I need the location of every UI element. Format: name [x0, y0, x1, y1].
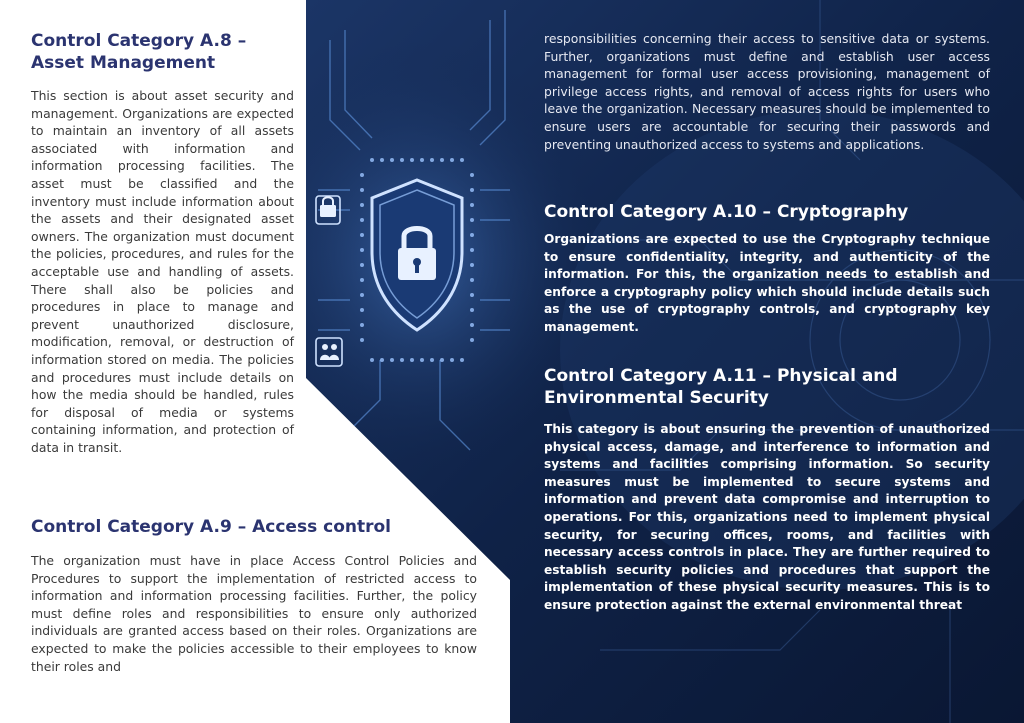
section-a9-title: Control Category A.9 – Access control	[31, 517, 391, 537]
section-a10-body: Organizations are expected to use the Cryptography technique to ensure confidentiality, integrity, and authenticity of the information. For this, the organization needs to establish and enforce a cryptography policy which should include details such as the use of cryptography controls, and cryptography key management.	[544, 232, 990, 334]
section-a8-title: Control Category A.8 – Asset Management	[31, 31, 247, 73]
section-a9-body: The organization must have in place Access Control Policies and Procedures to support the implementation of restricted access to information and information processing facilities. Further, the policy must define roles and responsibilities to ensure only authorized individuals are granted access based on their roles. Organizations are expected to make the policies accessible to their employees to know their roles and	[31, 553, 477, 674]
section-a9-continued-body: responsibilities concerning their access to sensitive data or systems. Further, organizations must define and establish user access management for formal user access provisioning, management of privilege access rights, and removal of access rights for users who leave the organization. Necessary measures should be implemented to ensure users are accountable for securing their passwords and preventing unauthorized access to systems and applications.	[544, 31, 990, 152]
section-a11-body: This category is about ensuring the prevention of unauthorized physical access, damage, and interference to information and systems and facilities comprising information. So security measures must be implemented to secure systems and information and prevent data compromise and interruption to operations. For this, organizations need to implement physical security, for securing offices, rooms, and facilities with necessary access controls in place. They are further required to establish security policies and procedures that support the implementation of these physical security measures. This is to ensure protection against the external environmental threat	[544, 422, 990, 612]
section-a10-title: Control Category A.10 – Cryptography	[544, 202, 909, 222]
section-a11-title: Control Category A.11 – Physical and Environmental Security	[544, 366, 898, 408]
section-a8-body: This section is about asset security and management. Organizations are expected to maintain an inventory of all assets associated with information and information processing facilities. The asset must be classified and the inventory must include information about the assets and their designated asset owners. The organization must document the policies, procedures, and rules for the acceptable use and handling of assets. There shall also be policies and procedures in place to manage and prevent unauthorized disclosure, modification, removal, or destruction of information stored on media. The policies and procedures must include details on how the media should be handled, rules for disposal of media or systems containing information, and protection of data in transit.	[31, 88, 294, 455]
